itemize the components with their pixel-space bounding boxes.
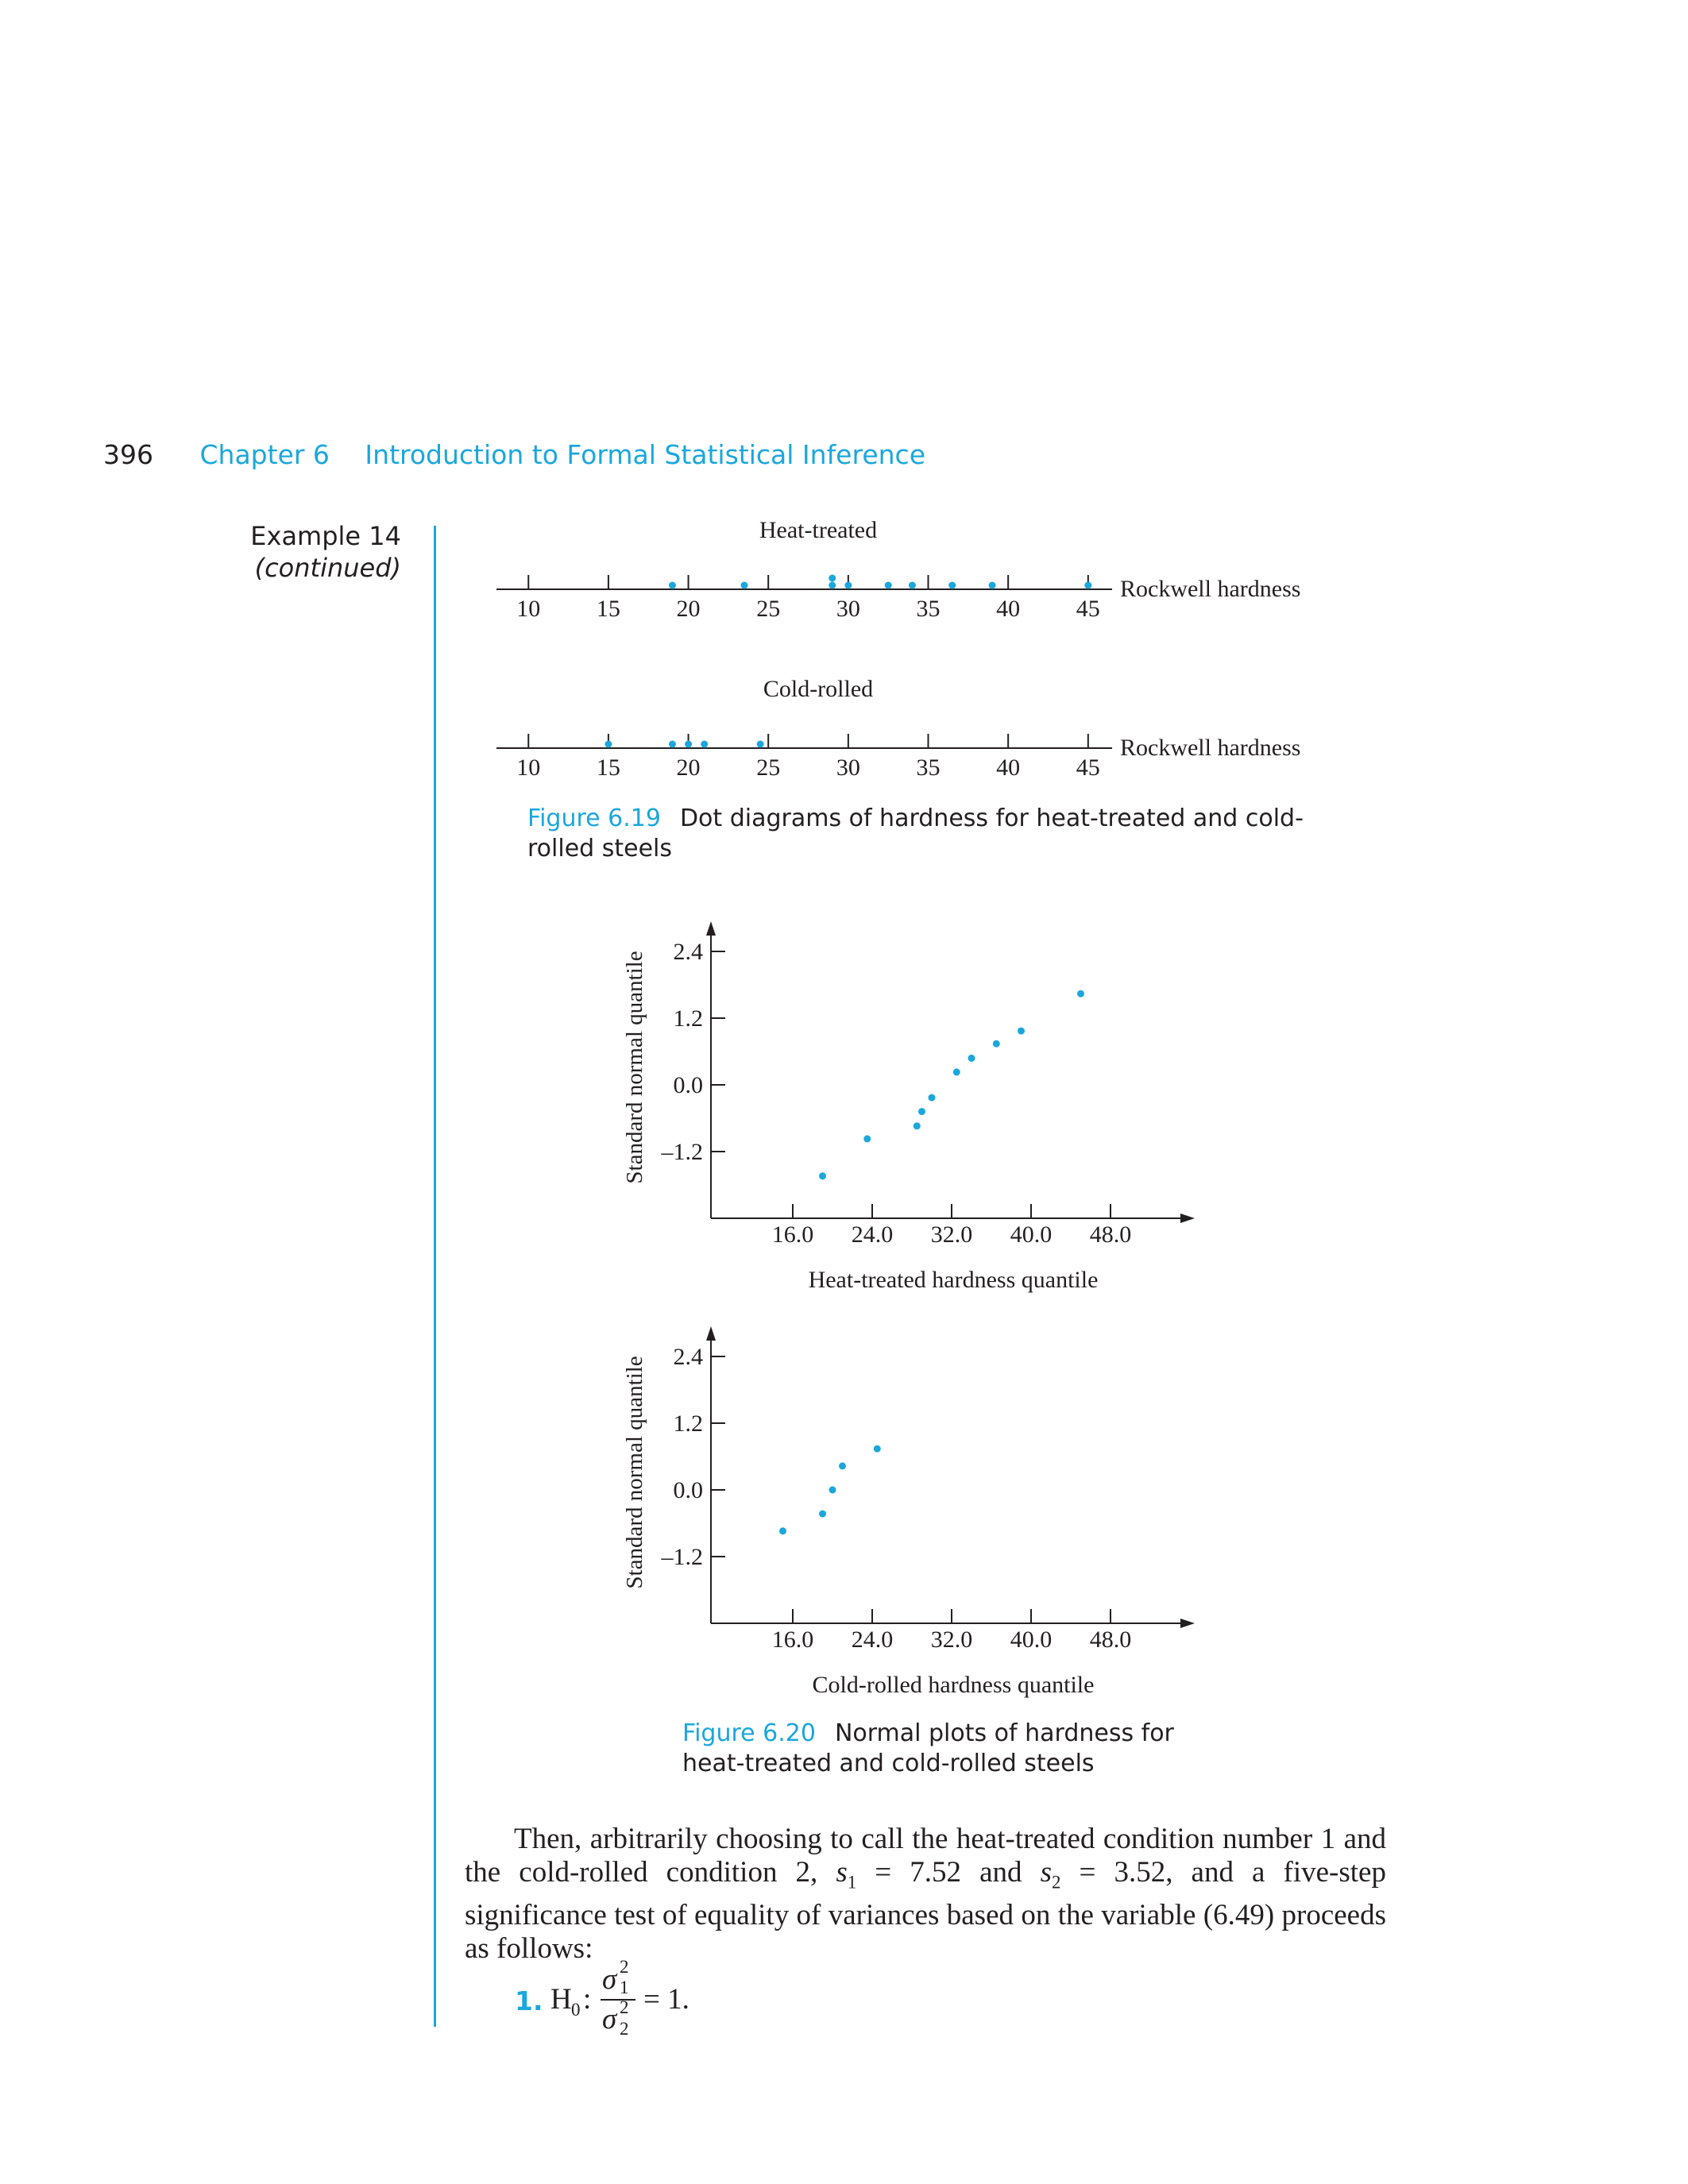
x-axis-arrow (1180, 1619, 1195, 1628)
data-point (1018, 1028, 1025, 1035)
tick-label: 40 (996, 754, 1021, 781)
data-dot (701, 741, 708, 748)
data-dot (669, 582, 676, 589)
y-tick-label: –1.2 (661, 1544, 703, 1570)
data-dot (669, 741, 676, 748)
numerator-sup: 2 (620, 1957, 629, 1977)
tick-label: 45 (1076, 754, 1100, 781)
equals-one: = 1. (643, 1983, 689, 2016)
y-axis-label: Standard normal quantile (622, 1356, 647, 1589)
data-dot (605, 741, 612, 748)
x-tick-label: 24.0 (851, 1626, 894, 1653)
x-tick-label: 32.0 (930, 1626, 973, 1653)
axis-label: Rockwell hardness (1120, 735, 1301, 761)
step-number: 1. (515, 1985, 543, 2016)
hypothesis-formula (547, 1947, 721, 2043)
y-tick-label: 1.2 (673, 1005, 703, 1032)
data-point (874, 1445, 881, 1453)
y-axis-label: Standard normal quantile (622, 951, 647, 1184)
tick-label: 25 (756, 596, 781, 622)
tick-label: 15 (596, 754, 620, 781)
dot-diagram-title: Cold-rolled (763, 676, 874, 702)
tick-label: 15 (596, 596, 620, 622)
data-point (929, 1094, 936, 1102)
example-sidebar (159, 520, 401, 584)
running-head (103, 439, 925, 470)
data-dot (757, 741, 764, 748)
tick-label: 40 (996, 596, 1021, 622)
plot-group (661, 921, 1196, 1248)
data-dot (829, 575, 836, 582)
tick-group (528, 575, 1088, 589)
x-tick-label: 40.0 (1010, 1221, 1053, 1248)
tick-label: 35 (916, 754, 941, 781)
example-label: Example 14 (250, 521, 401, 551)
data-dot (909, 582, 916, 589)
symbol-s: s (1040, 1856, 1052, 1889)
x-tick-label: 16.0 (771, 1221, 814, 1248)
data-point (993, 1040, 1000, 1048)
tick-label-group (516, 754, 1100, 781)
denominator-sup: 2 (620, 1997, 629, 2017)
x-tick-label: 16.0 (771, 1626, 814, 1653)
denominator-sub: 2 (620, 2019, 629, 2039)
x-tick-label: 24.0 (851, 1221, 894, 1248)
tick-label-group (516, 596, 1100, 622)
subscript: 1 (847, 1872, 857, 1893)
figure-label: Figure 6.20 (682, 1719, 816, 1747)
y-axis-arrow (706, 1326, 716, 1341)
hypothesis-subscript: 0 (571, 2000, 581, 2020)
tick-group (528, 734, 1088, 748)
paragraph-text: = 7.52 and (856, 1856, 1041, 1889)
hypothesis-colon: : (583, 1983, 592, 2016)
data-point (779, 1527, 786, 1534)
denominator-sigma: σ (602, 2003, 617, 2035)
normal-plot-heat-treated (612, 913, 1215, 1295)
data-point (1077, 990, 1084, 997)
tick-label: 35 (916, 596, 941, 622)
tick-label: 25 (756, 754, 781, 781)
y-axis-arrow (706, 921, 716, 936)
dot-diagram-cold-rolled (492, 667, 1335, 786)
tick-label: 30 (836, 596, 860, 622)
hypothesis-h: H (550, 1983, 572, 2016)
data-dot (685, 741, 692, 748)
x-axis-label: Heat-treated hardness quantile (808, 1267, 1099, 1293)
tick-label: 20 (676, 596, 701, 622)
x-axis-label: Cold-rolled hardness quantile (812, 1672, 1095, 1698)
body-paragraph (465, 1823, 1386, 1966)
normal-plot-cold-rolled (612, 1318, 1215, 1700)
numerator-sub: 1 (620, 1978, 629, 1997)
tick-label: 45 (1076, 596, 1100, 622)
data-point (839, 1462, 846, 1469)
data-dot (741, 582, 748, 589)
y-tick-label: –1.2 (661, 1139, 703, 1165)
data-dot (1084, 582, 1091, 589)
dot-group (605, 741, 763, 748)
y-tick-label: 0.0 (673, 1477, 703, 1503)
example-side-rule (434, 526, 436, 2027)
tick-label: 20 (676, 754, 701, 781)
y-tick-label: 1.2 (673, 1410, 703, 1437)
tick-label: 30 (836, 754, 860, 781)
chapter-label: Chapter 6 (199, 439, 330, 470)
axis-label: Rockwell hardness (1120, 576, 1301, 602)
figure-caption-text: Dot diagrams of hardness for heat-treated and cold-rolled steels (527, 805, 1304, 862)
data-dot (989, 582, 996, 589)
figure-caption-text: Normal plots of hardness for heat-treated and cold-rolled steels (682, 1719, 1174, 1777)
y-tick-label: 2.4 (673, 1344, 703, 1370)
data-dot (844, 582, 852, 589)
paragraph-text: = 3.52, and a five-step significance test of equality of variances based on the variable (6.49) proceeds as follows: (465, 1856, 1386, 1966)
data-point (819, 1172, 826, 1179)
plot-group (661, 1326, 1196, 1653)
data-point (968, 1055, 975, 1062)
dot-diagram-title: Heat-treated (759, 517, 878, 543)
data-dot (829, 582, 836, 589)
x-tick-label: 48.0 (1089, 1626, 1132, 1653)
data-point (829, 1487, 836, 1494)
data-point (863, 1135, 871, 1142)
figure-6-19-caption (527, 804, 1322, 864)
figure-label: Figure 6.19 (527, 805, 661, 832)
y-tick-label: 0.0 (673, 1072, 703, 1098)
dot-diagram-heat-treated (492, 508, 1335, 627)
dot-group (669, 575, 1091, 589)
data-dot (885, 582, 892, 589)
chapter-title: Introduction to Formal Statistical Inference (365, 439, 925, 470)
figure-6-20-caption (682, 1719, 1238, 1779)
x-axis-arrow (1180, 1214, 1195, 1223)
x-tick-label: 32.0 (930, 1221, 973, 1248)
example-continued: (continued) (254, 553, 401, 583)
data-point (953, 1068, 960, 1075)
data-point (914, 1122, 921, 1129)
paragraph-text: Then, arbitrarily choosing to call the heat-treated condition number 1 and the cold-rolled condition 2, (465, 1823, 1386, 1889)
subscript: 2 (1051, 1872, 1061, 1893)
data-point (918, 1108, 925, 1115)
tick-label: 10 (516, 754, 541, 781)
data-dot (948, 582, 956, 589)
symbol-s: s (836, 1856, 848, 1889)
numerator-sigma: σ (602, 1963, 617, 1996)
tick-label: 10 (516, 596, 541, 622)
y-tick-label: 2.4 (673, 939, 703, 965)
x-tick-label: 40.0 (1010, 1626, 1053, 1653)
x-tick-label: 48.0 (1089, 1221, 1132, 1248)
page-number: 396 (103, 439, 153, 470)
data-point (819, 1511, 826, 1518)
